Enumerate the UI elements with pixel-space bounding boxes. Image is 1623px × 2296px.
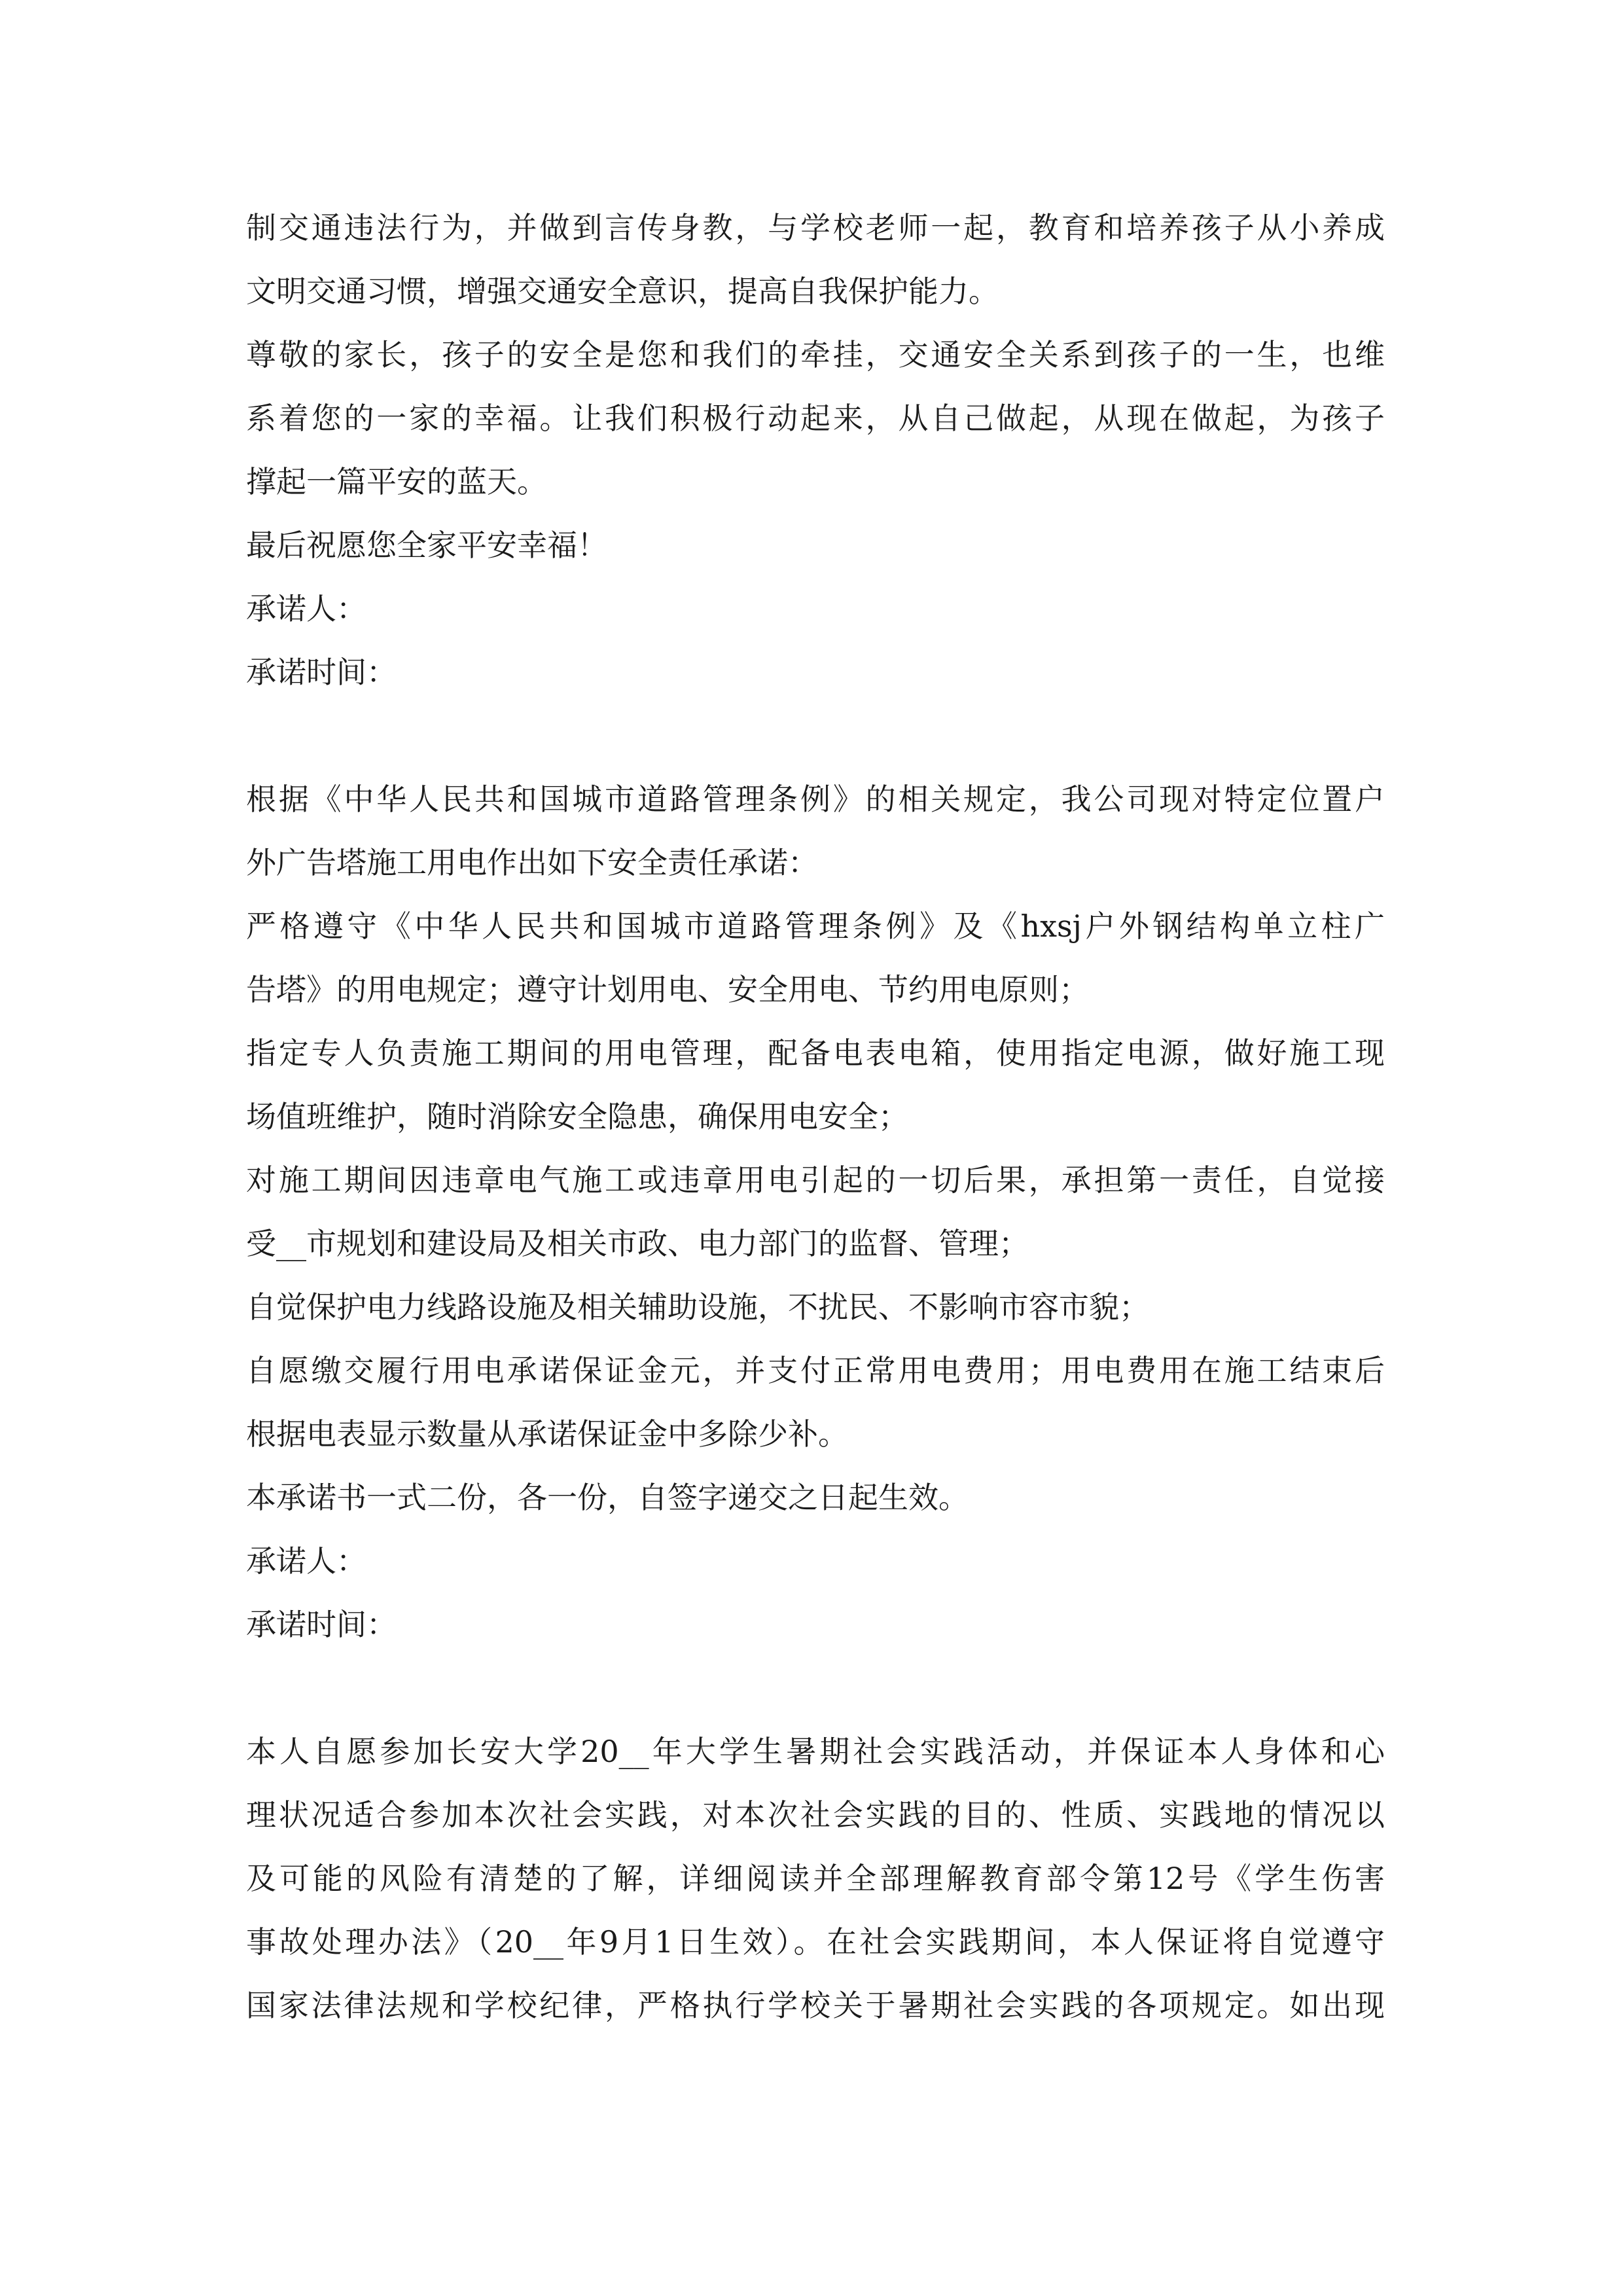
text-line: 国家法律法规和学校纪律，严格执行学校关于暑期社会实践的各项规定。如出现 [246, 1988, 1385, 2023]
paragraph-gap [246, 1657, 1385, 1720]
text-line: 严格遵守《中华人民共和国城市道路管理条例》及《hxsj户外钢结构单立柱广 [246, 908, 1385, 944]
text-line: 根据《中华人民共和国城市道路管理条例》的相关规定，我公司现对特定位置户 [246, 781, 1385, 817]
signatory-label: 承诺人： [246, 591, 366, 626]
text-line: 系着您的一家的幸福。让我们积极行动起来，从自己做起，从现在做起，为孩子 [246, 401, 1385, 436]
paragraph-gap [246, 704, 1385, 768]
signatory-label: 承诺人： [246, 1543, 366, 1579]
text-line: 事故处理办法》（20__年9月1日生效）。在社会实践期间，本人保证将自觉遵守 [246, 1924, 1385, 1960]
text-line: 根据电表显示数量从承诺保证金中多除少补。 [246, 1416, 848, 1452]
signing-date-label: 承诺时间： [246, 1607, 397, 1642]
text-line: 制交通违法行为，并做到言传身教，与学校老师一起，教育和培养孩子从小养成 [246, 210, 1385, 245]
text-line: 受__市规划和建设局及相关市政、电力部门的监督、管理； [246, 1226, 1029, 1261]
text-line: 本人自愿参加长安大学20__年大学生暑期社会实践活动，并保证本人身体和心 [246, 1734, 1385, 1769]
text-line: 本承诺书一式二份，各一份，自签字递交之日起生效。 [246, 1480, 969, 1515]
text-line: 文明交通习惯，增强交通安全意识，提高自我保护能力。 [246, 274, 999, 309]
text-line: 自愿缴交履行用电承诺保证金元，并支付正常用电费用；用电费用在施工结束后 [246, 1353, 1385, 1388]
text-line: 对施工期间因违章电气施工或违章用电引起的一切后果，承担第一责任，自觉接 [246, 1162, 1385, 1198]
text-line: 理状况适合参加本次社会实践，对本次社会实践的目的、性质、实践地的情况以 [246, 1797, 1385, 1833]
text-line: 指定专人负责施工期间的用电管理，配备电表电箱，使用指定电源，做好施工现 [246, 1035, 1385, 1071]
signing-date-label: 承诺时间： [246, 655, 397, 690]
text-line: 尊敬的家长，孩子的安全是您和我们的牵挂，交通安全关系到孩子的一生，也维 [246, 337, 1385, 372]
text-line: 及可能的风险有清楚的了解，详细阅读并全部理解教育部令第12号《学生伤害 [246, 1861, 1385, 1896]
document-body [246, 196, 1385, 2037]
text-line: 场值班维护，随时消除安全隐患，确保用电安全； [246, 1099, 908, 1134]
text-line: 外广告塔施工用电作出如下安全责任承诺： [246, 845, 818, 880]
text-line: 告塔》的用电规定；遵守计划用电、安全用电、节约用电原则； [246, 972, 1089, 1007]
text-line: 撑起一篇平安的蓝天。 [246, 464, 547, 499]
text-line: 自觉保护电力线路设施及相关辅助设施，不扰民、不影响市容市貌； [246, 1289, 1149, 1325]
text-line: 最后祝愿您全家平安幸福！ [246, 528, 607, 563]
